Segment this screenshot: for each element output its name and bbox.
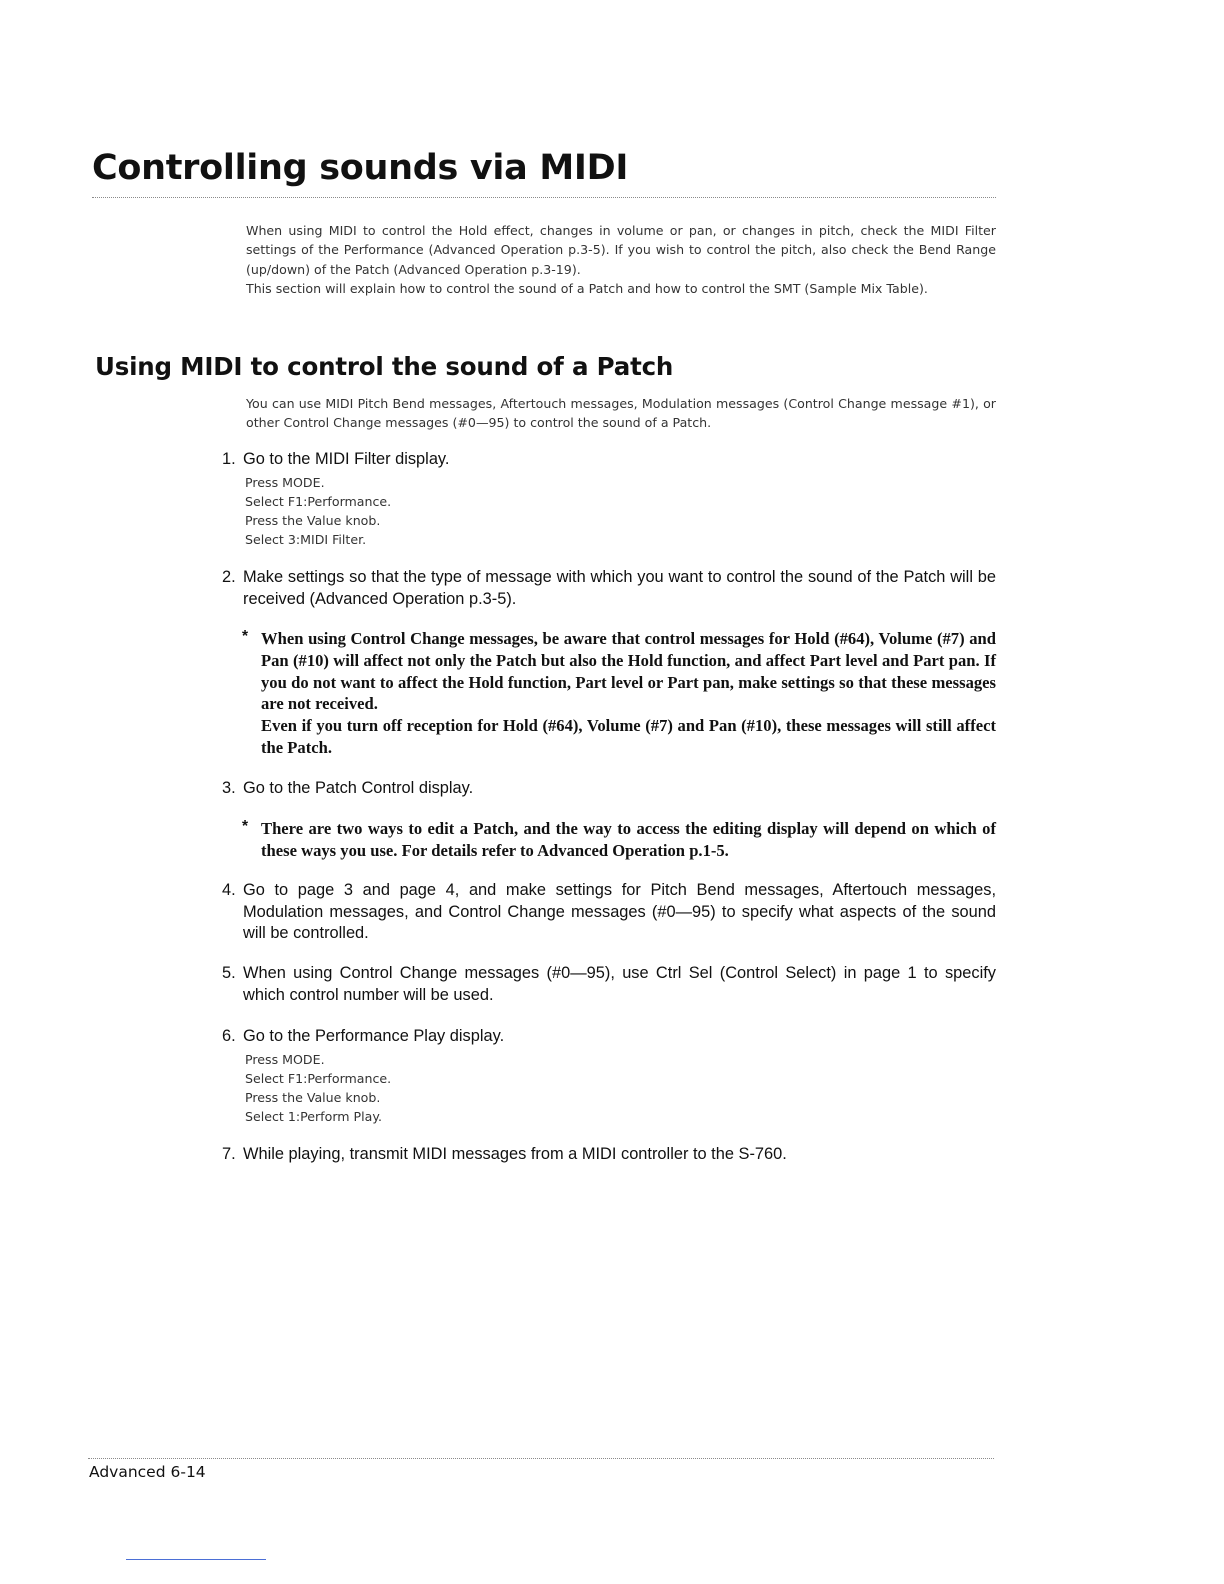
step-text: When using Control Change messages (#0—95), use Ctrl Sel (Control Select) in page 1 to specify which control number will be used. [243,964,996,1004]
substep: Select F1:Performance. [245,1070,392,1086]
step-number: 1. [222,450,236,468]
substep-list [245,473,996,550]
step-4 [222,880,996,945]
step-text: Go to page 3 and page 4, and make settings for Pitch Bend messages, Aftertouch messages, Modulation messages, and Control Change messages (#0—95) to specify what aspects of the sound will be controlled. [243,881,996,942]
step-2 [222,567,996,610]
page-title: Controlling sounds via MIDI [92,148,629,188]
note-body [261,628,996,759]
substep: Press MODE. [245,474,325,490]
footer-divider [88,1458,994,1459]
step-6 [222,1026,996,1126]
section-title: Using MIDI to control the sound of a Patch [95,352,674,381]
substep: Select 3:MIDI Filter. [245,532,367,548]
intro-text [246,221,996,299]
substep: Press MODE. [245,1051,325,1067]
note-asterisk: * [242,818,249,835]
step-text: Make settings so that the type of message with which you want to control the sound of the Patch will be received (Advanced Operation p.3-5). [243,568,996,608]
step-7 [222,1144,996,1166]
step-number: 5. [222,964,236,982]
note-paragraph: There are two ways to edit a Patch, and the way to access the editing display will depend on which of these ways you use. For details refer to Advanced Operation p.1-5. [261,819,996,860]
substep: Press the Value knob. [245,1089,381,1105]
step-text: Go to the Patch Control display. [243,779,474,797]
substep-list [245,1050,996,1127]
intro-paragraph: This section will explain how to control the sound of a Patch and how to control the SMT (Sample Mix Table). [246,281,928,297]
note-paragraph: When using Control Change messages, be aware that control messages for Hold (#64), Volume (#7) and Pan (#10) will affect not only the Patch but also the Hold function, and affect Part level and Part pan. If you do not want to affect the Hold function, Part level or Part pan, make settings so that these messages are not received. [261,629,996,714]
note-paragraph: Even if you turn off reception for Hold (#64), Volume (#7) and Pan (#10), these messages will still affect the Patch. [261,716,996,757]
step-number: 2. [222,568,236,586]
step-5 [222,963,996,1006]
substep: Press the Value knob. [245,512,381,528]
step-3-note [242,818,996,862]
step-1 [222,449,996,549]
step-number: 3. [222,779,236,797]
step-3 [222,778,996,800]
step-text: Go to the Performance Play display. [243,1027,505,1045]
note-asterisk: * [242,628,249,645]
step-number: 4. [222,881,236,899]
substep: Select F1:Performance. [245,493,392,509]
step-number: 7. [222,1145,236,1163]
step-text: Go to the MIDI Filter display. [243,450,450,468]
substep: Select 1:Perform Play. [245,1109,383,1125]
section-lead: You can use MIDI Pitch Bend messages, Aftertouch messages, Modulation messages (Control Change message #1), or other Control Change messages (#0—95) to control the sound of a Patch. [246,396,996,431]
title-divider [92,197,996,198]
step-2-note [242,628,996,759]
scan-artifact-line [126,1559,266,1560]
step-text: While playing, transmit MIDI messages from a MIDI controller to the S-760. [243,1145,787,1163]
page-number: Advanced 6-14 [89,1463,206,1481]
step-number: 6. [222,1027,236,1045]
note-body [261,818,996,862]
intro-paragraph: When using MIDI to control the Hold effect, changes in volume or pan, or changes in pitch, check the MIDI Filter settings of the Performance (Advanced Operation p.3-5). If you wish to control the pitch, also check the Bend Range (up/down) of the Patch (Advanced Operation p.3-19). [246,223,996,277]
